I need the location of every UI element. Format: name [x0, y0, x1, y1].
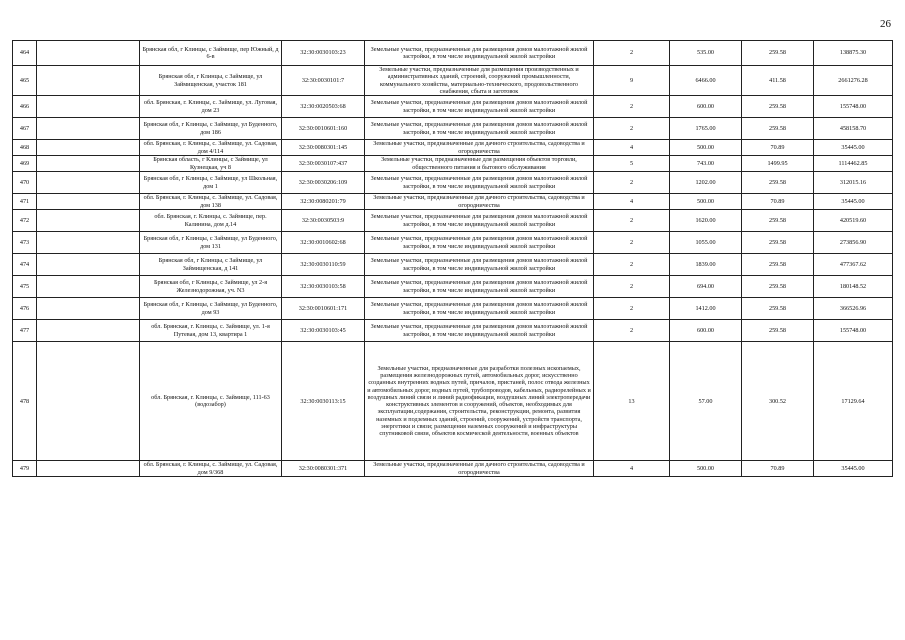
- row-number: 464: [13, 41, 37, 66]
- cadastral-value-cell: 155748.00: [814, 320, 893, 342]
- row-number: 474: [13, 254, 37, 276]
- blank-cell: [37, 276, 140, 298]
- row-number: 467: [13, 118, 37, 140]
- blank-cell: [37, 320, 140, 342]
- blank-cell: [37, 210, 140, 232]
- cadastral-value-cell: 458158.70: [814, 118, 893, 140]
- area-cell: 1202.00: [670, 172, 742, 194]
- land-use-cell: Земельные участки, предназначенные для дачного строительства, садоводства и огородничества: [365, 140, 594, 156]
- table-row: [13, 96, 893, 118]
- rate-cell: 70.89: [742, 140, 814, 156]
- area-cell: 1055.00: [670, 232, 742, 254]
- category-cell: 5: [594, 156, 670, 172]
- land-use-cell: Земельные участки, предназначенные для размещения производственных и административных зданий, строений, сооружений промышленности, коммунального хозяйства, материально-технического, продовольственного снабжения, сбыта и заготовок: [365, 66, 594, 96]
- cadastral-number-cell: 32:30:0010602:68: [282, 232, 365, 254]
- row-number: 471: [13, 194, 37, 210]
- row-number: 479: [13, 461, 37, 477]
- land-use-cell: Земельные участки, предназначенные для размещения домов малоэтажной жилой застройки, в том числе индивидуальной жилой застройки: [365, 41, 594, 66]
- address-cell: Брянская обл, г Клинцы, с Займище, ул Школьная, дом 1: [140, 172, 282, 194]
- address-cell: обл. Брянская, г. Клинцы, с. Займище, ул. 1-я Путевая, дом 13, квартира 1: [140, 320, 282, 342]
- category-cell: 2: [594, 298, 670, 320]
- category-cell: 2: [594, 172, 670, 194]
- cadastral-value-cell: 273856.90: [814, 232, 893, 254]
- table-row: [13, 461, 893, 477]
- category-cell: 4: [594, 140, 670, 156]
- cadastral-number-cell: 32:30:0010601:160: [282, 118, 365, 140]
- category-cell: 2: [594, 254, 670, 276]
- cadastral-value-cell: 138875.30: [814, 41, 893, 66]
- category-cell: 4: [594, 461, 670, 477]
- cadastral-number-cell: 32:30:0080301:371: [282, 461, 365, 477]
- table-row: [13, 254, 893, 276]
- land-use-cell: Земельные участки, предназначенные для размещения домов малоэтажной жилой застройки, в том числе индивидуальной жилой застройки: [365, 96, 594, 118]
- address-cell: Брянская обл, г Клинцы, с Займище, ул 2-я Железнодорожная, уч. N3: [140, 276, 282, 298]
- table-row: [13, 140, 893, 156]
- rate-cell: 70.89: [742, 461, 814, 477]
- address-cell: Брянская обл, г Клинцы, с Займище, ул Буденного, дом 186: [140, 118, 282, 140]
- table-row: [13, 320, 893, 342]
- area-cell: 743.00: [670, 156, 742, 172]
- land-use-cell: Земельные участки, предназначенные для разработки полезных ископаемых, размещения железнодорожных путей, автомобильных дорог, искусственно созданных внутренних водных путей, причалов, пристаней, полос отвода железных и автомобильных дорог, водных путей, трубопроводов, кабельных, радиорелейных и воздушных линий связи и линий радиофикации, воздушных линий электропередачи конструктивных элементов и сооружений, объектов, необходимых для эксплуатации,содержания, строительства, реконструкции, ремонта, развития наземных и подземных зданий, строений, сооружений, устройств транспорта, энергетики и связи; размещения наземных сооружений и инфраструктуры спутниковой связи, объектов космической деятельности, военных объектов: [365, 342, 594, 461]
- rate-cell: 70.89: [742, 194, 814, 210]
- table-row: [13, 342, 893, 461]
- cadastral-value-cell: 312015.16: [814, 172, 893, 194]
- rate-cell: 259.58: [742, 172, 814, 194]
- table-row: [13, 41, 893, 66]
- cadastral-number-cell: 32:30:0030113:15: [282, 342, 365, 461]
- area-cell: 1765.00: [670, 118, 742, 140]
- row-number: 476: [13, 298, 37, 320]
- table-row: [13, 210, 893, 232]
- table-row: [13, 66, 893, 96]
- blank-cell: [37, 118, 140, 140]
- table-row: [13, 172, 893, 194]
- category-cell: 2: [594, 320, 670, 342]
- rate-cell: 259.58: [742, 254, 814, 276]
- cadastral-number-cell: 32:30:0030503:9: [282, 210, 365, 232]
- blank-cell: [37, 156, 140, 172]
- land-use-cell: Земельные участки, предназначенные для размещения домов малоэтажной жилой застройки, в том числе индивидуальной жилой застройки: [365, 254, 594, 276]
- land-use-cell: Земельные участки, предназначенные для размещения объектов торговли, общественного питания и бытового обслуживания: [365, 156, 594, 172]
- address-cell: обл. Брянская, г. Клинцы, с. Займище, ул. Садовая, дом 4/114: [140, 140, 282, 156]
- row-number: 465: [13, 66, 37, 96]
- cadastral-number-cell: 32:30:0020503:68: [282, 96, 365, 118]
- row-number: 478: [13, 342, 37, 461]
- address-cell: Брянская обл, г Клинцы, с Займище, ул Буденного, дом 93: [140, 298, 282, 320]
- table-row: [13, 232, 893, 254]
- land-use-cell: Земельные участки, предназначенные для размещения домов малоэтажной жилой застройки, в том числе индивидуальной жилой застройки: [365, 118, 594, 140]
- page-number: 26: [880, 18, 891, 30]
- row-number: 472: [13, 210, 37, 232]
- area-cell: 535.00: [670, 41, 742, 66]
- table-row: [13, 298, 893, 320]
- cadastral-number-cell: 32:30:0030103:45: [282, 320, 365, 342]
- address-cell: Брянская обл, г Клинцы, с Займище, ул Буденного, дом 131: [140, 232, 282, 254]
- land-use-cell: Земельные участки, предназначенные для размещения домов малоэтажной жилой застройки, в том числе индивидуальной жилой застройки: [365, 276, 594, 298]
- blank-cell: [37, 342, 140, 461]
- row-number: 477: [13, 320, 37, 342]
- row-number: 466: [13, 96, 37, 118]
- category-cell: 2: [594, 118, 670, 140]
- area-cell: 600.00: [670, 96, 742, 118]
- area-cell: 6466.00: [670, 66, 742, 96]
- address-cell: обл. Брянская, г. Клинцы, с. Займище, ул. Луговая, дом 23: [140, 96, 282, 118]
- address-cell: обл. Брянская, г. Клинцы, с. Займище, 111-63 (водозабор): [140, 342, 282, 461]
- area-cell: 1839.00: [670, 254, 742, 276]
- cadastral-value-cell: 366526.96: [814, 298, 893, 320]
- area-cell: 500.00: [670, 461, 742, 477]
- land-use-cell: Земельные участки, предназначенные для дачного строительства, садоводства и огородничества: [365, 461, 594, 477]
- rate-cell: 1499.95: [742, 156, 814, 172]
- cadastral-number-cell: 32:30:0010601:171: [282, 298, 365, 320]
- cadastral-value-cell: 17129.64: [814, 342, 893, 461]
- blank-cell: [37, 66, 140, 96]
- table-row: [13, 194, 893, 210]
- cadastral-value-cell: 155748.00: [814, 96, 893, 118]
- address-cell: обл. Брянская, г. Клинцы, с. Займище, ул. Садовая, дом 138: [140, 194, 282, 210]
- blank-cell: [37, 461, 140, 477]
- address-cell: Брянская обл, г Клинцы, с Займище, пер Южный, д 6-в: [140, 41, 282, 66]
- cadastral-value-cell: 1114462.85: [814, 156, 893, 172]
- category-cell: 13: [594, 342, 670, 461]
- row-number: 473: [13, 232, 37, 254]
- cadastral-number-cell: 32:30:0030110:59: [282, 254, 365, 276]
- row-number: 475: [13, 276, 37, 298]
- cadastral-number-cell: 32:30:0080301:145: [282, 140, 365, 156]
- row-number: 470: [13, 172, 37, 194]
- cadastral-number-cell: 32:30:0030101:7: [282, 66, 365, 96]
- rate-cell: 411.58: [742, 66, 814, 96]
- category-cell: 2: [594, 276, 670, 298]
- cadastral-value-cell: 35445.00: [814, 194, 893, 210]
- blank-cell: [37, 232, 140, 254]
- land-use-cell: Земельные участки, предназначенные для размещения домов малоэтажной жилой застройки, в том числе индивидуальной жилой застройки: [365, 298, 594, 320]
- area-cell: 57.00: [670, 342, 742, 461]
- blank-cell: [37, 194, 140, 210]
- area-cell: 1620.00: [670, 210, 742, 232]
- land-use-cell: Земельные участки, предназначенные для размещения домов малоэтажной жилой застройки, в том числе индивидуальной жилой застройки: [365, 232, 594, 254]
- cadastral-value-cell: 2661276.28: [814, 66, 893, 96]
- address-cell: Брянская обл, г Клинцы, с Займище, ул Займищенская, д 141: [140, 254, 282, 276]
- cadastral-value-cell: 477367.62: [814, 254, 893, 276]
- blank-cell: [37, 172, 140, 194]
- category-cell: 2: [594, 96, 670, 118]
- rate-cell: 259.58: [742, 298, 814, 320]
- category-cell: 2: [594, 232, 670, 254]
- table-row: [13, 118, 893, 140]
- area-cell: 500.00: [670, 140, 742, 156]
- land-use-cell: Земельные участки, предназначенные для дачного строительства, садоводства и огородничества: [365, 194, 594, 210]
- address-cell: Брянская область, г Клинцы, с Займище, ул Кузнецкая, уч 8: [140, 156, 282, 172]
- rate-cell: 300.52: [742, 342, 814, 461]
- cadastral-number-cell: 32:30:0080201:79: [282, 194, 365, 210]
- rate-cell: 259.58: [742, 232, 814, 254]
- category-cell: 2: [594, 41, 670, 66]
- cadastral-value-cell: 35445.00: [814, 140, 893, 156]
- area-cell: 500.00: [670, 194, 742, 210]
- category-cell: 2: [594, 210, 670, 232]
- address-cell: обл. Брянская, г. Клинцы, с. Займище, пер. Калинина, дом д.14: [140, 210, 282, 232]
- blank-cell: [37, 41, 140, 66]
- address-cell: обл. Брянская, г. Клинцы, с. Займище, ул. Садовая, дом 9/368: [140, 461, 282, 477]
- area-cell: 1412.00: [670, 298, 742, 320]
- category-cell: 9: [594, 66, 670, 96]
- rate-cell: 259.58: [742, 118, 814, 140]
- row-number: 468: [13, 140, 37, 156]
- blank-cell: [37, 254, 140, 276]
- blank-cell: [37, 140, 140, 156]
- rate-cell: 259.58: [742, 96, 814, 118]
- cadastral-value-cell: 180148.52: [814, 276, 893, 298]
- area-cell: 694.00: [670, 276, 742, 298]
- cadastral-number-cell: 32:30:0030206:109: [282, 172, 365, 194]
- rate-cell: 259.58: [742, 210, 814, 232]
- land-use-cell: Земельные участки, предназначенные для размещения домов малоэтажной жилой застройки, в том числе индивидуальной жилой застройки: [365, 172, 594, 194]
- rate-cell: 259.58: [742, 276, 814, 298]
- category-cell: 4: [594, 194, 670, 210]
- cadastral-value-cell: 420519.60: [814, 210, 893, 232]
- land-use-cell: Земельные участки, предназначенные для размещения домов малоэтажной жилой застройки, в том числе индивидуальной жилой застройки: [365, 210, 594, 232]
- land-register-table: [12, 40, 893, 477]
- rate-cell: 259.58: [742, 320, 814, 342]
- cadastral-value-cell: 35445.00: [814, 461, 893, 477]
- table-row: [13, 156, 893, 172]
- cadastral-number-cell: 32:30:0030103:58: [282, 276, 365, 298]
- blank-cell: [37, 298, 140, 320]
- blank-cell: [37, 96, 140, 118]
- address-cell: Брянская обл, г Клинцы, с Займище, ул Займищенская, участок 181: [140, 66, 282, 96]
- table-row: [13, 276, 893, 298]
- land-use-cell: Земельные участки, предназначенные для размещения домов малоэтажной жилой застройки, в том числе индивидуальной жилой застройки: [365, 320, 594, 342]
- row-number: 469: [13, 156, 37, 172]
- area-cell: 600.00: [670, 320, 742, 342]
- cadastral-number-cell: 32:30:0030107:437: [282, 156, 365, 172]
- rate-cell: 259.58: [742, 41, 814, 66]
- cadastral-number-cell: 32:30:0030103:23: [282, 41, 365, 66]
